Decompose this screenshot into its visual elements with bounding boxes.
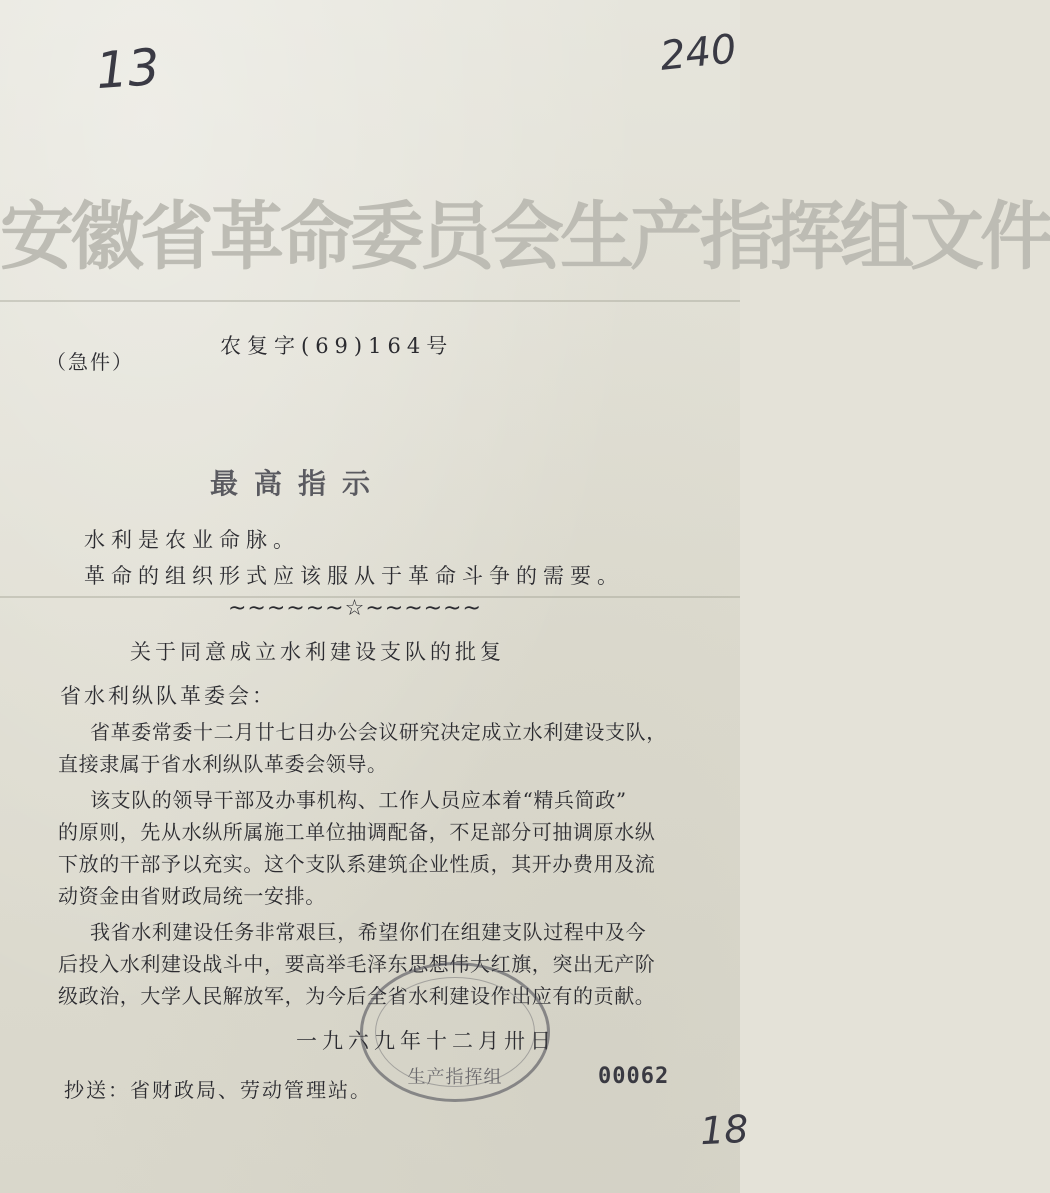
ornamental-divider: ~~~~~~☆~~~~~~ [228, 596, 482, 621]
body-line: 动资金由省财政局统一安排。 [58, 884, 326, 908]
body-line: 后投入水利建设战斗中，要高举毛泽东思想伟大红旗，突出无产阶 [58, 952, 656, 976]
body-line: 下放的干部予以充实。这个支队系建筑企业性质，其开办费用及流 [58, 852, 656, 876]
body-line: 级政治，大学人民解放军，为今后全省水利建设作出应有的贡献。 [58, 984, 656, 1008]
letterhead: 安徽省革命委员会生产指挥组文件 [0, 194, 1050, 280]
body-line: 我省水利建设任务非常艰巨，希望你们在组建支队过程中及今 [90, 920, 647, 944]
body-line: 直接隶属于省水利纵队革委会领导。 [58, 752, 388, 776]
recipient: 省水利纵队革委会： [60, 684, 276, 708]
carbon-copy-line: 抄送：省财政局、劳动管理站。 [64, 1078, 372, 1102]
seal-text: 生产指挥组 [407, 1067, 503, 1088]
handwritten-number-top-right: 240 [657, 26, 739, 80]
handwritten-number-bottom-right: 18 [698, 1106, 750, 1154]
supreme-instruction-heading: 最高指示 [210, 467, 387, 500]
body-line: 该支队的领导干部及办事机构、工作人员应本着“精兵简政” [90, 788, 627, 812]
body-line: 省革委常委十二月廿七日办公会议研究决定成立水利建设支队， [90, 720, 667, 744]
quote: 水利是农业命脉。 [84, 528, 300, 552]
serial-number-stamp: 00062 [598, 1064, 670, 1089]
quote: 革命的组织形式应该服从于革命斗争的需要。 [84, 564, 624, 588]
signature-date: 一九六九年十二月卅日 [296, 1029, 556, 1053]
document-number: 农复字(69)164号 [220, 334, 454, 358]
handwritten-number-top-left: 13 [94, 37, 162, 101]
body-line: 的原则，先从水纵所属施工单位抽调配备，不足部分可抽调原水纵 [58, 820, 656, 844]
document-title: 关于同意成立水利建设支队的批复 [130, 640, 505, 664]
urgent-label: （急件） [46, 350, 134, 374]
paper-fold [0, 300, 740, 302]
